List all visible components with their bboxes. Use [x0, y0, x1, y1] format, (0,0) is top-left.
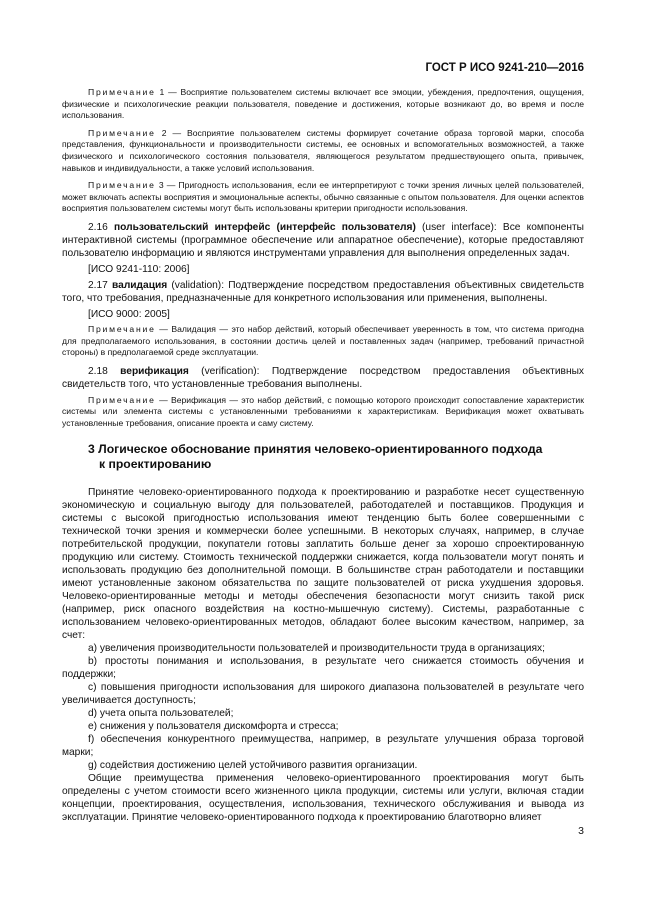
note-1: Примечание 1 — Восприятие пользователем системы включает все эмоции, убеждения, предпочтения, ощущения, физические и психологические реакции пользователя, поведение и достижения, которые возникают до, во время и после использования.	[62, 87, 584, 121]
note-2: Примечание 2 — Восприятие пользователем системы формирует сочетание образа торговой марки, способа представления, функциональности и производительности системы, ее основных и вспомогательных возможностей, а также физического и психологического состояния пользователя, являющегося результатом предшествующего опыта, привычек, навыков и индивидуальности, а также условий использования.	[62, 127, 584, 173]
page-number: 3	[578, 825, 584, 837]
section-3-paragraph-1: Принятие человеко-ориентированного подхода к проектированию и разработке несет существенную экономическую и социальную выгоду для пользователей, работодателей и поставщиков. Продукция и системы с высокой пригодностью использования имеют тенденцию быть более совершенными с технической точки зрения и коммерчески более успешными. В некоторых случаях, например, в случае потребительской продукции, покупатели готовы заплатить больше денег за хорошо спроектированную продукцию или систему. Стоимость технической поддержки снижается, когда пользователи могут понять и использовать продукцию без дополнительной помощи. В большинстве стран работодатели и поставщики имеют установленные законом обязательства по защите пользователей от риска ухудшения здоровья. Человеко-ориентированные методы и методы обеспечения безопасности могут снизить такой риск (например, риск опасного воздействия на костно-мышечную систему). Системы, разработанные с использованием человеко-ориентированных методов, обладают более высоким качеством, например, за счет:	[62, 486, 584, 641]
term-2-16-reference: [ИСО 9241-110: 2006]	[88, 263, 190, 275]
list-item-a: a) увеличения производительности пользователей и производительности труда в организациях;	[88, 642, 545, 654]
section-3-paragraph-2: Общие преимущества применения человеко-ориентированного проектирования могут быть определены с учетом стоимости всего жизненного цикла продукции, системы или услуги, включая стадии концепции, проектирования, осуществления, использования, технического обслуживания и вывода из эксплуатации. Принятие человеко-ориентированного подхода к проектированию благотворно влияет	[62, 772, 584, 823]
note-3: Примечание 3 — Пригодность использования, если ее интерпретируют с точки зрения личных целей пользователей, может включать аспекты восприятия и эмоциональные аспекты, обычно связанные с опытом пользователя. Для оценки аспектов восприятия пользователем системы могут быть использованы критерии пригодности использования.	[62, 180, 584, 214]
section-3-heading: 3 Логическое обоснование принятия человеко-ориентированного подхода к проектированию	[88, 441, 543, 471]
term-2-17: 2.17 валидация (validation): Подтверждение посредством предоставления объективных свидетельств того, что требования, предназначенные для конкретного использования или применения, выполнены.	[62, 279, 584, 304]
term-2-18-note: Примечание — Верификация — это набор действий, с помощью которого происходит сопоставление характеристик системы или элемента системы с установленными требованиями к характеристикам. Верификация может охватывать установленные требования, описание проекта и саму систему.	[62, 394, 584, 428]
page-content	[62, 87, 584, 824]
term-2-17-reference: [ИСО 9000: 2005]	[88, 308, 170, 320]
list-item-b: b) простоты понимания и использования, в результате чего снижается стоимость обучения и поддержки;	[62, 655, 584, 680]
list-item-g: g) содействия достижению целей устойчивого развития организации.	[88, 759, 418, 771]
list-item-e: e) снижения у пользователя дискомфорта и стресса;	[88, 720, 339, 732]
term-2-16: 2.16 пользовательский интерфейс (интерфейс пользователя) (user interface): Все компоненты интерактивной системы (программное обеспечение или аппаратное обеспечение), которые предоставляют пользователю информацию и являются инструментами управления для выполнения определенных задач.	[62, 221, 584, 259]
standard-header: ГОСТ Р ИСО 9241-210—2016	[425, 62, 584, 74]
list-item-c: c) повышения пригодности использования для широкого диапазона пользователей в результате чего увеличивается доступность;	[62, 681, 584, 706]
term-2-17-note: Примечание — Валидация — это набор действий, который обеспечивает уверенность в том, что система пригодна для предполагаемого использования, в состоянии достичь целей и поставленных задач (например, требований причастной стороны) в предполагаемой среде эксплуатации.	[62, 323, 584, 358]
list-item-d: d) учета опыта пользователей;	[88, 707, 234, 719]
term-2-18: 2.18 верификация (verification): Подтверждение посредством предоставления объективных свидетельств того, что установленные требования выполнены.	[62, 365, 584, 390]
list-item-f: f) обеспечения конкурентного преимущества, например, в результате улучшения образа торговой марки;	[62, 733, 584, 758]
